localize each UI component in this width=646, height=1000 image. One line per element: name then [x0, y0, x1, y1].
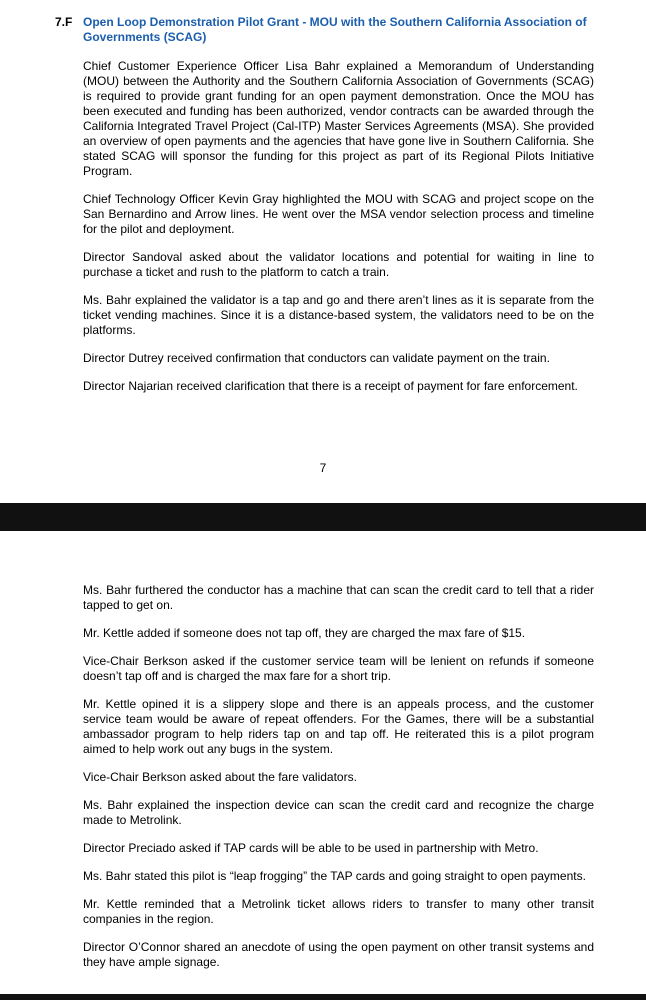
page-separator: [0, 503, 646, 531]
minutes-paragraph: Director Sandoval asked about the validator locations and potential for waiting in line to purchase a ticket and rush to the platform to catch a train.: [83, 250, 594, 279]
minutes-paragraph: Director Dutrey received confirmation that conductors can validate payment on the train.: [83, 351, 550, 365]
page-1-body: [0, 59, 646, 394]
minutes-page-2: [0, 531, 646, 970]
minutes-paragraph: Ms. Bahr stated this pilot is “leap frogging” the TAP cards and going straight to open payments.: [83, 869, 586, 883]
minutes-paragraph: Director O’Connor shared an anecdote of using the open payment on other transit systems and they have ample signage.: [83, 940, 594, 969]
page-number: 7: [319, 461, 327, 475]
minutes-paragraph: Mr. Kettle opined it is a slippery slope and there is an appeals process, and the customer service team would be aware of repeat offenders. For the Games, there will be a substantial ambassador program to help riders tap on and tap off. He reiterated this is a pilot program aimed to help work out any bugs in the system.: [83, 697, 594, 756]
minutes-paragraph: Director Najarian received clarification that there is a receipt of payment for fare enforcement.: [83, 379, 578, 393]
minutes-paragraph: Vice-Chair Berkson asked about the fare validators.: [83, 770, 357, 784]
minutes-paragraph: Mr. Kettle reminded that a Metrolink ticket allows riders to transfer to many other transit companies in the region.: [83, 897, 594, 926]
minutes-paragraph: Chief Customer Experience Officer Lisa Bahr explained a Memorandum of Understanding (MOU) between the Authority and the Southern California Association of Governments (SCAG) is required to provide grant funding for an open payment demonstration. Once the MOU has been executed and funding has been authorized, vendor contracts can be awarded through the California Integrated Travel Project (Cal-ITP) Master Services Agreements (MSA). She provided an overview of open payments and the agencies that have gone live in Southern California. She stated SCAG will sponsor the funding for this project as part of its Regional Pilots Initiative Program.: [83, 59, 594, 178]
minutes-paragraph: Mr. Kettle added if someone does not tap off, they are charged the max fare of $15.: [83, 626, 526, 640]
minutes-paragraph: Chief Technology Officer Kevin Gray highlighted the MOU with SCAG and project scope on the San Bernardino and Arrow lines. He went over the MSA vendor selection process and timeline for the pilot and deployment.: [83, 192, 594, 236]
minutes-paragraph: Ms. Bahr explained the validator is a tap and go and there aren’t lines as it is separate from the ticket vending machines. Since it is a distance-based system, the validators need to be on the platforms.: [83, 293, 594, 337]
agenda-item-number: 7.F: [55, 15, 73, 29]
minutes-paragraph: Vice-Chair Berkson asked if the customer service team will be lenient on refunds if someone doesn’t tap off and is charged the max fare for a short trip.: [83, 654, 594, 683]
minutes-paragraph: Director Preciado asked if TAP cards will be able to be used in partnership with Metro.: [83, 841, 539, 855]
agenda-item-heading-row: [0, 0, 646, 45]
minutes-paragraph: Ms. Bahr furthered the conductor has a machine that can scan the credit card to tell that a rider tapped to get on.: [83, 583, 594, 612]
minutes-paragraph: Ms. Bahr explained the inspection device can scan the credit card and recognize the charge made to Metrolink.: [83, 798, 594, 827]
section-heading: Open Loop Demonstration Pilot Grant - MOU with the Southern California Association of Governments (SCAG): [83, 15, 587, 44]
page-break-bar: [0, 994, 646, 1000]
